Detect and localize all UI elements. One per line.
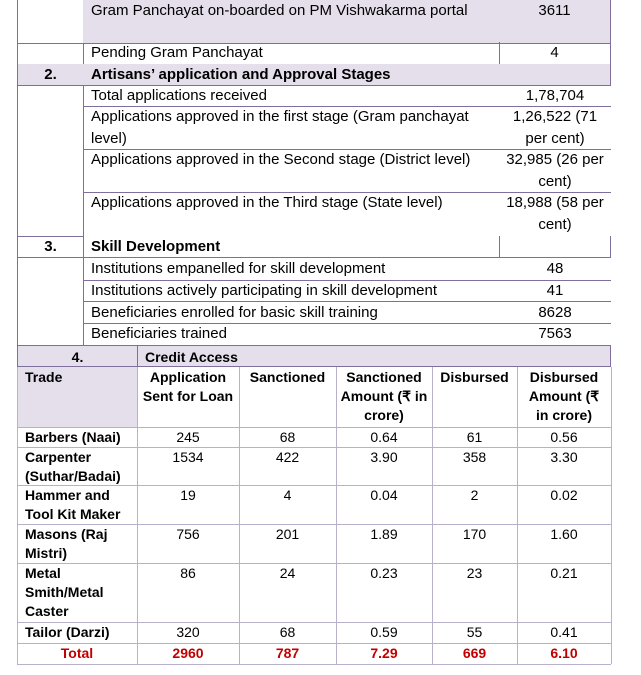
row-label: Applications approved in the Third stage (State level) xyxy=(91,194,443,211)
row-divider xyxy=(83,106,611,107)
credit-cell-trade: Barbers (Naai) xyxy=(25,429,121,445)
col-header-sanctioned-amount: Sanctioned Amount (₹ in crore) xyxy=(340,369,428,423)
credit-cell-trade: Metal Smith/Metal Caster xyxy=(25,565,104,619)
row-value: 18,988 (58 per cent) xyxy=(506,194,604,233)
col-divider xyxy=(137,345,138,367)
total-disbursed-amount: 6.10 xyxy=(550,645,578,661)
row-label: Gram Panchayat on-boarded on PM Vishwakarma portal xyxy=(83,0,500,44)
col-header-sanctioned: Sanctioned xyxy=(249,369,326,385)
credit-cell-sanctioned-amount: 0.23 xyxy=(370,565,398,581)
row-label: Institutions actively participating in skill development xyxy=(91,282,438,299)
total-disbursed: 669 xyxy=(462,645,487,661)
row-divider xyxy=(17,447,611,448)
row-label: Applications approved in the first stage (Gram panchayat level) xyxy=(91,108,469,147)
row-divider xyxy=(17,664,611,665)
row-value: 48 xyxy=(546,260,564,277)
row-value: 8628 xyxy=(538,304,572,321)
credit-cell-trade: Tailor (Darzi) xyxy=(25,624,110,640)
credit-cell-application: 1534 xyxy=(172,449,204,465)
credit-cell-disbursed-amount: 1.60 xyxy=(550,526,578,542)
col-divider xyxy=(137,367,138,664)
section-heading: Artisans’ application and Approval Stages xyxy=(83,64,500,86)
row-divider xyxy=(17,485,611,486)
row-value xyxy=(499,64,611,86)
col-divider xyxy=(336,367,337,664)
col-divider xyxy=(517,367,518,664)
credit-cell-trade: Hammer and Tool Kit Maker xyxy=(25,487,121,522)
credit-cell-application: 19 xyxy=(180,487,196,503)
row-value: 4 xyxy=(499,42,611,65)
credit-cell-application: 86 xyxy=(180,565,196,581)
row-divider xyxy=(17,622,611,623)
row-value: 41 xyxy=(546,282,564,299)
credit-cell-sanctioned: 201 xyxy=(275,526,300,542)
credit-cell-application: 756 xyxy=(176,526,200,542)
section-heading: Skill Development xyxy=(83,236,500,258)
row-divider xyxy=(83,192,611,193)
col-header-trade: Trade xyxy=(17,367,137,427)
section-number: 2. xyxy=(17,64,84,86)
num-cell xyxy=(17,43,84,65)
section-number: 4. xyxy=(17,345,137,367)
credit-cell-disbursed-amount: 0.41 xyxy=(550,624,578,640)
col-divider xyxy=(239,367,240,664)
credit-cell-application: 320 xyxy=(176,624,200,640)
row-value: 3611 xyxy=(499,0,611,44)
section-heading: Credit Access xyxy=(137,345,611,367)
row-label: Total applications received xyxy=(91,87,267,104)
credit-cell-sanctioned: 24 xyxy=(279,565,296,581)
col-divider xyxy=(611,367,612,664)
total-sanctioned: 787 xyxy=(275,645,300,661)
credit-cell-sanctioned-amount: 0.04 xyxy=(370,487,398,503)
row-label: Beneficiaries enrolled for basic skill training xyxy=(91,304,378,321)
row-value: 7563 xyxy=(538,325,572,342)
num-cell xyxy=(17,257,84,345)
credit-cell-disbursed: 170 xyxy=(462,526,487,542)
credit-cell-sanctioned-amount: 1.89 xyxy=(370,526,398,542)
row-divider xyxy=(83,149,611,150)
credit-cell-trade: Masons (Raj Mistri) xyxy=(25,526,108,561)
credit-cell-disbursed: 358 xyxy=(462,449,487,465)
credit-cell-disbursed-amount: 0.56 xyxy=(550,429,578,445)
credit-cell-disbursed-amount: 3.30 xyxy=(550,449,578,465)
credit-cell-sanctioned: 422 xyxy=(275,449,300,465)
credit-cell-disbursed: 55 xyxy=(466,624,483,640)
total-application: 2960 xyxy=(172,645,204,661)
col-divider xyxy=(17,367,18,664)
row-value: 32,985 (26 per cent) xyxy=(506,151,604,190)
credit-cell-sanctioned: 68 xyxy=(279,624,296,640)
row-label: Pending Gram Panchayat xyxy=(83,42,500,65)
num-cell xyxy=(17,0,84,44)
credit-cell-disbursed-amount: 0.02 xyxy=(550,487,578,503)
total-sanctioned-amount: 7.29 xyxy=(370,645,398,661)
row-label: Beneficiaries trained xyxy=(91,325,227,342)
col-header-disbursed-amount: Disbursed Amount (₹ in crore) xyxy=(528,369,600,423)
row-divider xyxy=(17,427,611,428)
credit-cell-application: 245 xyxy=(176,429,200,445)
row-value: 1,26,522 (71 per cent) xyxy=(512,108,598,147)
row-divider xyxy=(17,563,611,564)
row-value xyxy=(499,236,611,258)
total-label: Total xyxy=(60,645,94,661)
row-divider xyxy=(17,524,611,525)
row-divider xyxy=(17,643,611,644)
credit-cell-disbursed-amount: 0.21 xyxy=(550,565,578,581)
col-header-application: Application Sent for Loan xyxy=(142,369,234,404)
col-divider xyxy=(432,367,433,664)
col-header-disbursed: Disbursed xyxy=(440,369,509,385)
credit-cell-trade: Carpenter (Suthar/Badai) xyxy=(25,449,121,484)
credit-cell-sanctioned: 4 xyxy=(283,487,292,503)
credit-cell-sanctioned-amount: 3.90 xyxy=(370,449,398,465)
row-value: 1,78,704 xyxy=(525,87,585,104)
section-number: 3. xyxy=(17,236,84,258)
row-label: Institutions empanelled for skill development xyxy=(91,260,386,277)
row-label: Applications approved in the Second stage (District level) xyxy=(91,151,471,168)
num-cell xyxy=(17,85,84,237)
credit-cell-disbursed: 61 xyxy=(466,429,483,445)
credit-cell-sanctioned-amount: 0.59 xyxy=(370,624,398,640)
credit-cell-sanctioned: 68 xyxy=(279,429,296,445)
credit-cell-disbursed: 2 xyxy=(470,487,479,503)
credit-cell-disbursed: 23 xyxy=(466,565,483,581)
credit-cell-sanctioned-amount: 0.64 xyxy=(370,429,398,445)
